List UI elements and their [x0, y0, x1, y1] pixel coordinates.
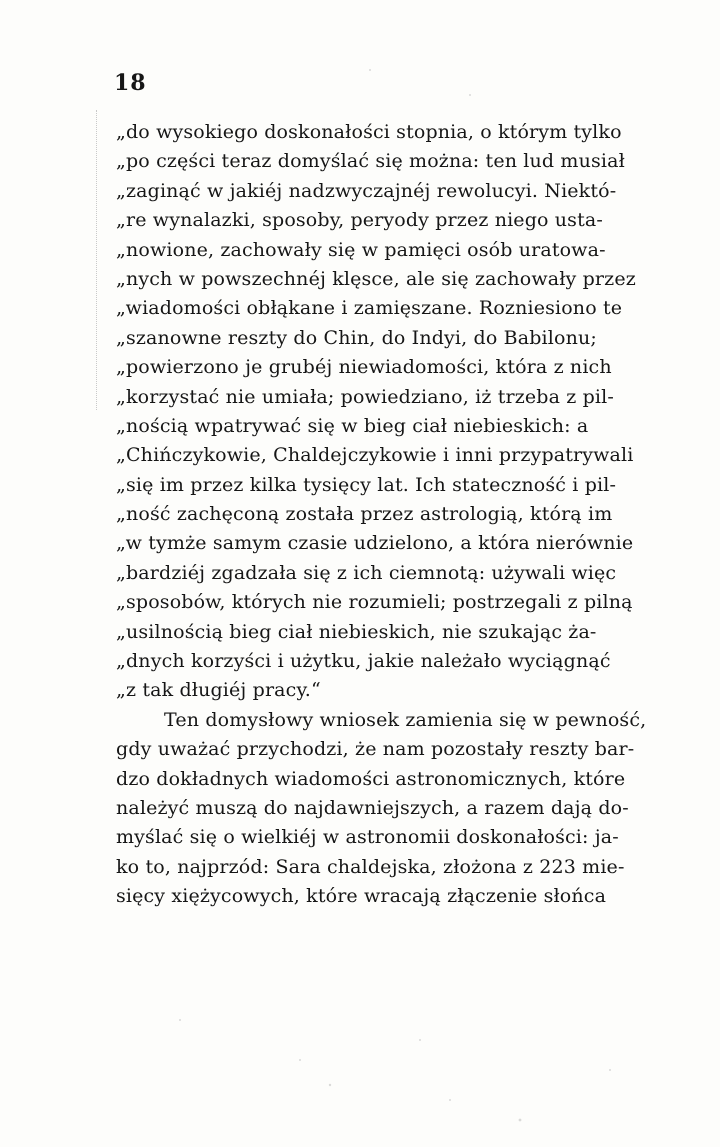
- text-line: ko to, najprzód: Sara chaldejska, złożona z 223 mie-: [116, 855, 625, 878]
- text-line: „dnych korzyści i użytku, jakie należało wyciągnąć: [116, 650, 611, 673]
- text-line: „nych w powszechnéj klęsce, ale się zachowały przez: [116, 267, 636, 290]
- text-line: sięcy xiężycowych, które wracają złączenie słońca: [116, 885, 607, 908]
- text-line: „ność zachęconą została przez astrologią, którą im: [116, 503, 613, 526]
- text-line: „szanowne reszty do Chin, do Indyi, do Babilonu;: [116, 326, 597, 349]
- text-line: myślać się o wielkiéj w astronomii doskonałości: ja-: [116, 826, 619, 849]
- spine-shadow: [96, 110, 103, 410]
- text-line: „wiadomości obłąkane i zamięszane. Rozniesiono te: [116, 297, 623, 320]
- text-line: „zaginąć w jakiéj nadzwyczajnéj rewolucyi. Niektó-: [116, 179, 617, 202]
- text-line: „bardziéj zgadzała się z ich ciemnotą: używali więc: [116, 561, 617, 584]
- text-line: „Chińczykowie, Chaldejczykowie i inni przypatrywali: [116, 444, 634, 467]
- text-line: „po części teraz domyślać się można: ten lud musiał: [116, 150, 625, 173]
- page-text: [116, 118, 652, 912]
- text-line: „korzystać nie umiała; powiedziano, iż trzeba z pil-: [116, 385, 614, 408]
- text-line: „do wysokiego doskonałości stopnia, o którym tylko: [116, 121, 622, 143]
- text-line: „się im przez kilka tysięcy lat. Ich stateczność i pil-: [116, 473, 617, 496]
- text-line: „sposobów, których nie rozumieli; postrzegali z pilną: [116, 591, 633, 614]
- text-line: „nością wpatrywać się w bieg ciał niebieskich: a: [116, 414, 589, 437]
- text-line: „w tymże samym czasie udzielono, a która nierównie: [116, 532, 634, 555]
- text-line: „nowione, zachowały się w pamięci osób uratowa-: [116, 238, 606, 261]
- text-line: „powierzono je grubéj niewiadomości, która z nich: [116, 356, 612, 379]
- page-number: 18: [114, 70, 147, 96]
- text-line: „z tak długiéj pracy.“: [116, 679, 321, 702]
- text-line: dzo dokładnych wiadomości astronomicznych, które: [116, 767, 626, 790]
- text-line: „usilnością bieg ciał niebieskich, nie szukając ża-: [116, 620, 597, 643]
- text-line: „re wynalazki, sposoby, peryody przez niego usta-: [116, 209, 603, 232]
- text-line: należyć muszą do najdawniejszych, a razem dają do-: [116, 796, 629, 819]
- text-line: gdy uważać przychodzi, że nam pozostały reszty bar-: [116, 738, 635, 761]
- text-line: Ten domysłowy wniosek zamienia się w pewność,: [164, 708, 647, 731]
